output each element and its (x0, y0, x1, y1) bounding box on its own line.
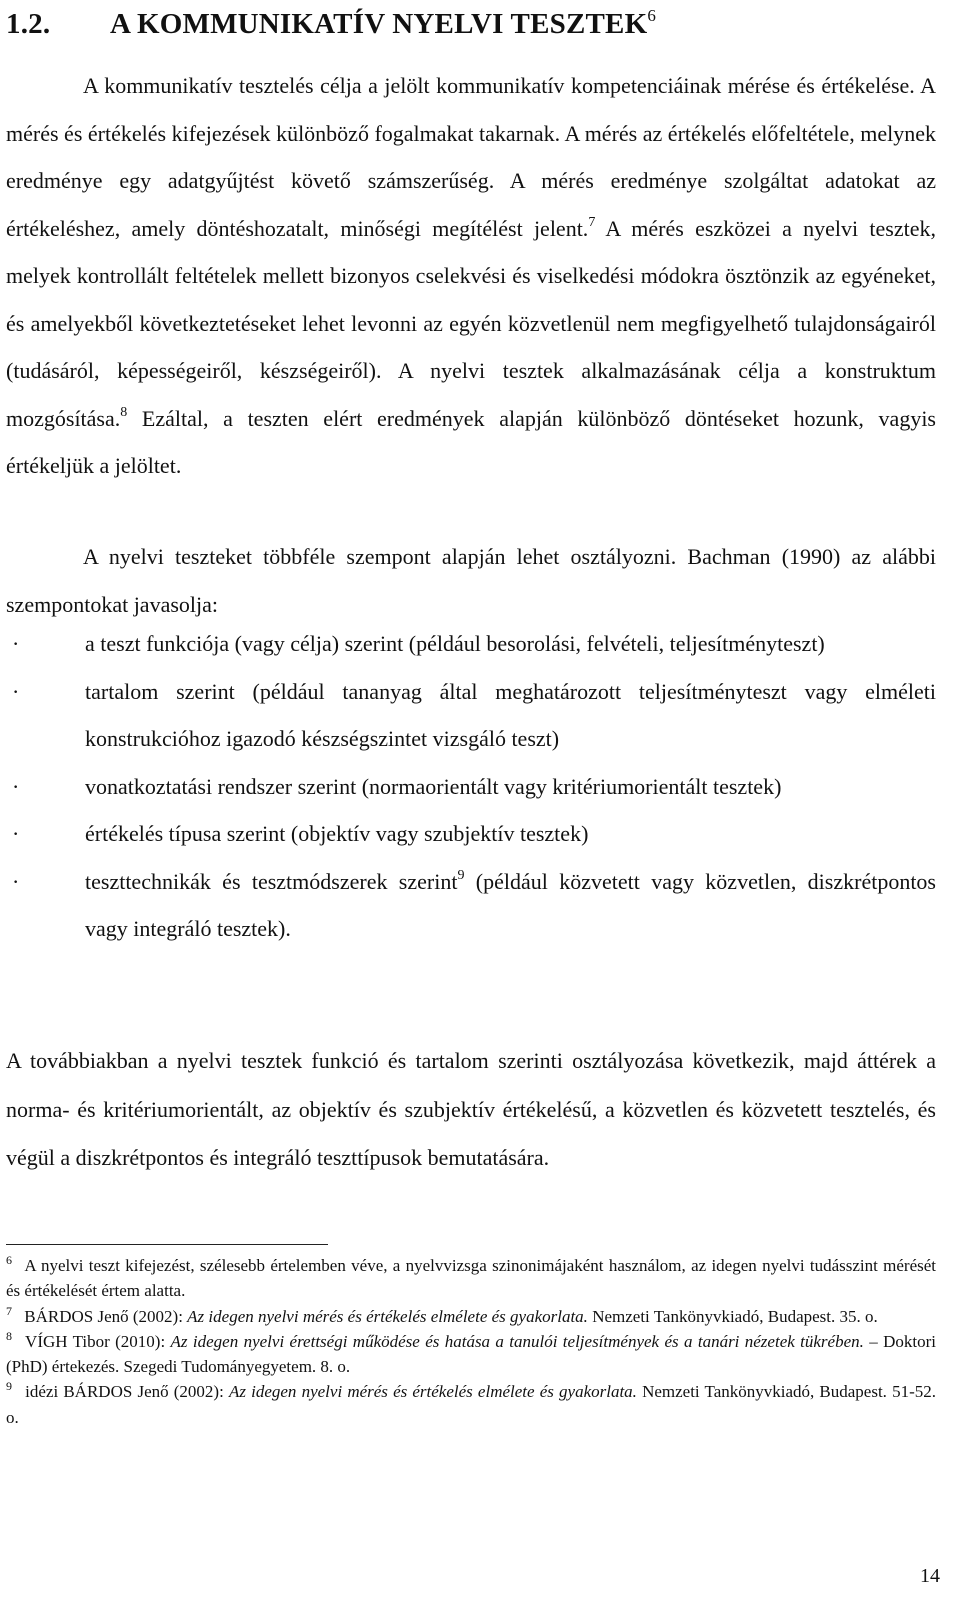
section-title: A KOMMUNIKATÍV NYELVI TESZTEK (110, 8, 648, 40)
footnote: 7 BÁRDOS Jenő (2002): Az idegen nyelvi mérés és értékelés elmélete és gyakorlata. Nemzeti Tankönyvkiadó, Budapest. 35. o. (6, 1303, 878, 1326)
bullet-marker: · (12, 678, 20, 704)
paragraph-intro (6, 62, 936, 490)
footnote-text: Nemzeti Tankönyvkiadó, Budapest. 35. o. (587, 1306, 878, 1326)
paragraph-outline (6, 1037, 936, 1183)
bullet-marker: · (12, 821, 20, 846)
paragraph-classification (6, 533, 936, 628)
footnote-text: BÁRDOS Jenő (2002): (20, 1306, 188, 1326)
paragraph-text: A nyelvi teszteket többféle szempont alapján lehet osztályozni. Bachman (1990) az alábbi szempontokat javasolja: (6, 544, 936, 617)
bullet-marker: · (12, 631, 20, 656)
list-item (6, 858, 936, 953)
footnote-text: A nyelvi teszt kifejezést, szélesebb értelemben véve, a nyelvvizsga szinonimájaként használom, az idegen nyelvi tudásszint mérését és értékelését értem alatta. (6, 1256, 936, 1301)
footnote-divider (6, 1244, 328, 1245)
list-item (6, 668, 936, 763)
footnote-citation-title: Az idegen nyelvi mérés és értékelés elmélete és gyakorlata. (228, 1382, 637, 1402)
footnote-ref[interactable]: 9 (457, 867, 465, 883)
list-item-text: a teszt funkciója (vagy célja) szerint (például besorolási, felvételi, teljesítményteszt) (85, 631, 825, 656)
footnote-citation-title: Az idegen nyelvi mérés és értékelés elmélete és gyakorlata. (187, 1306, 588, 1326)
footnote-ref[interactable]: 8 (120, 404, 128, 420)
footnote-text: – Doktori (PhD) értekezés. Szegedi Tudományegyetem. 8. o. (6, 1331, 936, 1377)
list-item (6, 763, 936, 811)
paragraph-text: A mérés eszközei a nyelvi tesztek, melyek kontrollált feltételek mellett bizonyos cselekvési és viselkedési módokra ösztönzik az egyéneket, és amelyekből következtetéseket lehet levonni az egyén közvetlenül nem megfigyelhető tulajdonságairól (tudásáról, képességeiről, készségeiről). A nyelvi tesztek alkalmazásának célja a konstruktum mozgósítása. (6, 215, 936, 431)
paragraph-text: Ezáltal, a teszten elért eredmények alapján különböző döntéseket hozunk, vagyis értékeljük a jelöltet. (6, 405, 936, 478)
footnote-citation-title: Az idegen nyelvi érettségi működése és hatása a tanulói teljesítmények és a tanári nézetek tükrében. (170, 1331, 864, 1351)
footnote-ref[interactable]: 7 (588, 214, 596, 230)
list-item-text: vonatkoztatási rendszer szerint (normaorientált vagy kritériumorientált tesztek) (85, 773, 782, 799)
list-item (6, 620, 936, 668)
footnote: 8 VÍGH Tibor (2010): Az idegen nyelvi érettségi működése és hatása a tanulói teljesítmények és a tanári nézetek tükrében. – Doktori (PhD) értekezés. Szegedi Tudományegyetem. 8. o. (6, 1328, 936, 1377)
bullet-marker: · (12, 773, 20, 799)
bullet-marker: · (12, 868, 20, 894)
paragraph-text: A kommunikatív tesztelés célja a jelölt kommunikatív kompetenciáinak mérése és értékelése. A mérés és értékelés kifejezések különböző fogalmakat takarnak. A mérés az értékelés előfeltétele, melynek eredménye egy adatgyűjtést követő számszerűség. A mérés eredménye szolgáltat adatokat az értékeléshez, amely döntéshozatalt, minőségi megítélést jelent. (6, 73, 936, 241)
section-number: 1.2. (6, 8, 51, 40)
page-number: 14 (920, 1565, 940, 1587)
list-item (6, 810, 936, 858)
list-item-text: tartalom szerint (például tananyag által meghatározott teljesítményteszt vagy elméleti konstrukcióhoz igazodó készségszintet vizsgáló teszt) (85, 678, 936, 751)
footnotes (6, 1253, 936, 1430)
footnote: 9 idézi BÁRDOS Jenő (2002): Az idegen nyelvi mérés és értékelés elmélete és gyakorlata. Nemzeti Tankönyvkiadó, Budapest. 51-52. o. (6, 1379, 936, 1427)
footnote-ref[interactable]: 6 (647, 6, 657, 25)
paragraph-text: A továbbiakban a nyelvi tesztek funkció és tartalom szerinti osztályozása következik, majd áttérek a norma- és kritériumorientált, az objektív és szubjektív értékelésű, a közvetlen és közvetett tesztelés, és végül a diszkrétpontos és integráló teszttípusok bemutatására. (6, 1048, 936, 1170)
section-heading (6, 6, 656, 41)
criteria-list (6, 620, 936, 953)
list-item-text: (például közvetett vagy közvetlen, diszkrétpontos vagy integráló tesztek). (85, 868, 936, 941)
footnote: 6 A nyelvi teszt kifejezést, szélesebb értelemben véve, a nyelvvizsga szinonimájaként használom, az idegen nyelvi tudásszint mérését és értékelését értem alatta. (6, 1253, 936, 1301)
footnote-text: idézi BÁRDOS Jenő (2002): (20, 1382, 229, 1402)
footnote-text: VÍGH Tibor (2010): (20, 1331, 171, 1351)
list-item-text: teszttechnikák és tesztmódszerek szerint (85, 868, 458, 894)
footnote-text: Nemzeti Tankönyvkiadó, Budapest. 51-52. o. (6, 1382, 936, 1427)
list-item-text: értékelés típusa szerint (objektív vagy szubjektív tesztek) (85, 821, 589, 846)
